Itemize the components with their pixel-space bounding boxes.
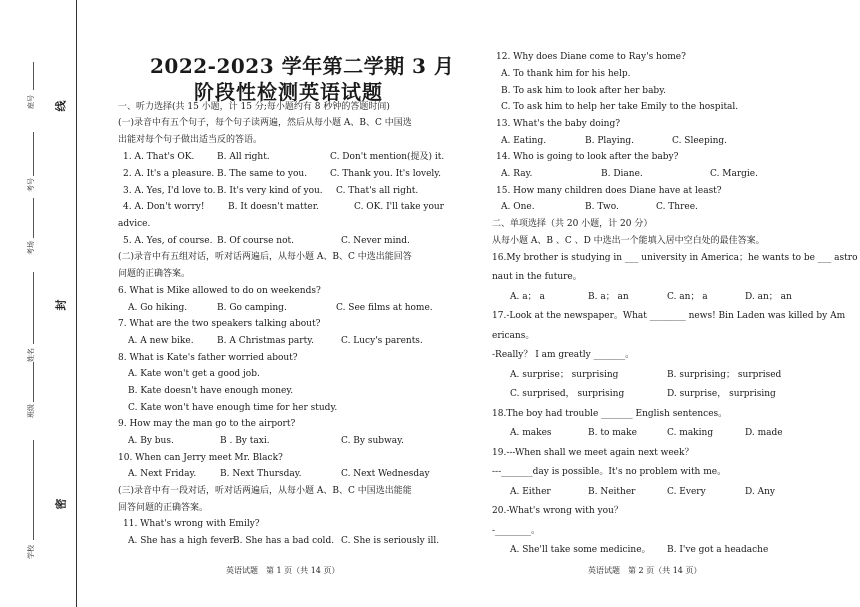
option-a: A. Either [510,487,551,497]
page-footer-1: 英语试题 第 1 页（共 14 页） [226,566,340,575]
question-15-stem: 15. How many children does Diane have at least? [496,186,722,196]
option-c: C. Lucy's parents. [341,336,423,346]
option-a: A. A new bike. [128,336,194,346]
option-b: B. Neither [588,487,636,497]
part-one-instruction-cont: 出能对每个句子做出适当反的答语。 [118,135,263,145]
option-d: D. an； an [745,292,792,302]
question-7-stem: 7. What are the two speakers talking about? [118,319,321,329]
part-two-instruction: (二)录音中有五组对话，听对话两遍后，从每小题 A、B、C 中选出能回答 [118,252,412,262]
question-17-reply: -Really？ I am greatly _______。 [492,350,635,360]
class-blank [33,362,34,402]
option-a: A. She'll take some medicine。 [510,545,651,555]
part-three-instruction-cont: 回答问题的正确答案。 [118,503,209,513]
option-d: D. Any [745,487,775,497]
question-8-option-c: C. Kate won't have enough time for her study. [128,403,338,413]
part-two-instruction-cont: 问题的正确答案。 [118,269,191,279]
section-one-heading: 一、听力选择(共 15 小题，计 15 分;每小题约有 8 秒钟的答题时间) [118,102,390,112]
option-c: C. Margie. [710,169,758,179]
option-a: A. Ray. [501,169,533,179]
option-d: D. made [745,428,783,438]
option-c: C. She is seriously ill. [341,536,440,546]
option-a: A. makes [510,428,552,438]
seat-blank [33,62,34,90]
question-12-option-c: C. To ask him to help her take Emily to the hospital. [501,102,739,112]
school-blank [33,440,34,540]
option-c: C. surprised， surprising [510,389,625,399]
option-c: C. Three. [656,202,698,212]
binding-label-exam-number: 考号 [27,178,35,192]
question-17-stem-cont: ericans。 [492,331,535,341]
question-20-stem: 20.-What's wrong with you？ [492,506,623,516]
question-12-option-b: B. To ask him to look after her baby. [501,86,666,96]
option-c: C. Next Wednesday [341,469,430,479]
page-footer-2: 英语试题 第 2 页（共 14 页） [588,566,702,575]
option-a: 2. A. It's a pleasure. [123,169,215,179]
option-b: B. She has a bad cold. [233,536,335,546]
option-c: C. Never mind. [341,236,410,246]
question-10-stem: 10. When can Jerry meet Mr. Black? [118,453,283,463]
seal-word-line: 线 [54,100,68,112]
question-8-stem: 8. What is Kate's father worried about? [118,353,298,363]
question-13-stem: 13. What's the baby doing? [496,119,621,129]
section-two-instruction: 从每小题 A、B 、C 、D 中选出一个能填入居中空白处的最佳答案。 [492,236,765,246]
question-8-option-b: B. Kate doesn't have enough money. [128,386,294,396]
question-12-stem: 12. Why does Diane come to Ray's home? [496,52,686,62]
question-14-stem: 14. Who is going to look after the baby? [496,152,679,162]
option-c: C. That's all right. [336,186,419,196]
option-a: A. One. [501,202,535,212]
option-a: A. surprise； surprising [510,370,619,380]
seal-word-seal: 封 [54,299,68,311]
name-blank [33,272,34,344]
option-c: C. OK. I'll take your [354,202,444,212]
question-19-reply: ---_______day is possible。It's no problem with me。 [492,467,727,477]
question-6-stem: 6. What is Mike allowed to do on weekends? [118,286,321,296]
option-b: B. Next Thursday. [220,469,302,479]
option-b: B. a； an [588,292,629,302]
option-d: D. surprise， surprising [667,389,776,399]
option-b: B . By taxi. [220,436,270,446]
option-a: A. Go hiking. [128,303,188,313]
option-c: C. See films at home. [336,303,433,313]
option-a: A. By bus. [128,436,174,446]
question-11-stem: 11. What's wrong with Emily? [123,519,260,529]
option-b: B. Go camping. [217,303,287,313]
option-a: 4. A. Don't worry! [123,202,205,212]
option-b: B. surprising； surprised [667,370,782,380]
option-a: A. Eating. [501,136,547,146]
question-9-stem: 9. How may the man go to the airport? [118,419,296,429]
option-b: B. Of course not. [217,236,294,246]
question-19-stem: 19.---When shall we meet again next week？ [492,448,694,458]
binding-label-class: 班级 [27,404,35,418]
option-c: C. Thank you. It's lovely. [330,169,442,179]
seal-line [76,0,77,607]
part-three-instruction: (三)录音中有一段对话，听对话两遍后，从每小题 A、B、C 中国选出能能 [118,486,412,496]
option-a: 1. A. That's OK. [123,152,195,162]
option-c: C. an； a [667,292,708,302]
question-20-reply: -________。 [492,526,541,536]
question-16-stem-cont: naut in the future。 [492,272,582,282]
option-a: 5. A. Yes, of course. [123,236,213,246]
question-18-stem: 18.The boy had trouble _______ English sentences。 [492,409,728,419]
binding-label-seat: 座号 [27,95,35,109]
option-b: B. All right. [217,152,270,162]
question-4-wrap: advice. [118,219,151,229]
exam-title-line2: 阶段性检测英语试题 [194,80,383,104]
option-c: C. Don't mention(提及) it. [330,152,445,162]
option-b: B. to make [588,428,637,438]
option-b: B. The same to you. [217,169,308,179]
option-b: B. It doesn't matter. [228,202,319,212]
option-a: 3. A. Yes, I'd love to. [123,186,216,196]
option-a: A. She has a high fever. [128,536,236,546]
option-b: B. Diane. [601,169,643,179]
question-8-option-a: A. Kate won't get a good job. [128,369,260,379]
option-a: A. Next Friday. [128,469,197,479]
exam-room-blank [33,198,34,238]
option-b: B. It's very kind of you. [217,186,323,196]
section-two-heading: 二、单项选择（共 20 小题，计 20 分） [492,219,653,229]
option-c: C. Sleeping. [672,136,728,146]
part-one-instruction: (一)录音中有五个句子，每个句子读两遍，然后从每小题 A、B、C 中国选 [118,118,412,128]
option-a: A. a； a [510,292,545,302]
option-c: C. making [667,428,714,438]
seal-word-secret: 密 [54,498,68,510]
option-c: C. By subway. [341,436,404,446]
question-12-option-a: A. To thank him for his help. [501,69,631,79]
question-16-stem: 16.My brother is studying in ___ university in America；he wants to be ___ astro [492,253,858,263]
option-b: B. Two. [585,202,619,212]
binding-label-name: 姓名 [27,348,35,362]
option-b: B. I've got a headache [667,545,769,555]
option-b: B. A Christmas party. [217,336,314,346]
question-17-stem: 17.-Look at the newspaper。What ________ news! Bin Laden was killed by Am [492,311,846,321]
exam-title-line1: 2022-2023 学年第二学期 3 月 [150,54,455,78]
binding-label-exam-room: 考场 [27,241,35,255]
exam-number-blank [33,132,34,176]
binding-label-school: 学校 [27,545,35,559]
option-c: C. Every [667,487,706,497]
option-b: B. Playing. [585,136,635,146]
